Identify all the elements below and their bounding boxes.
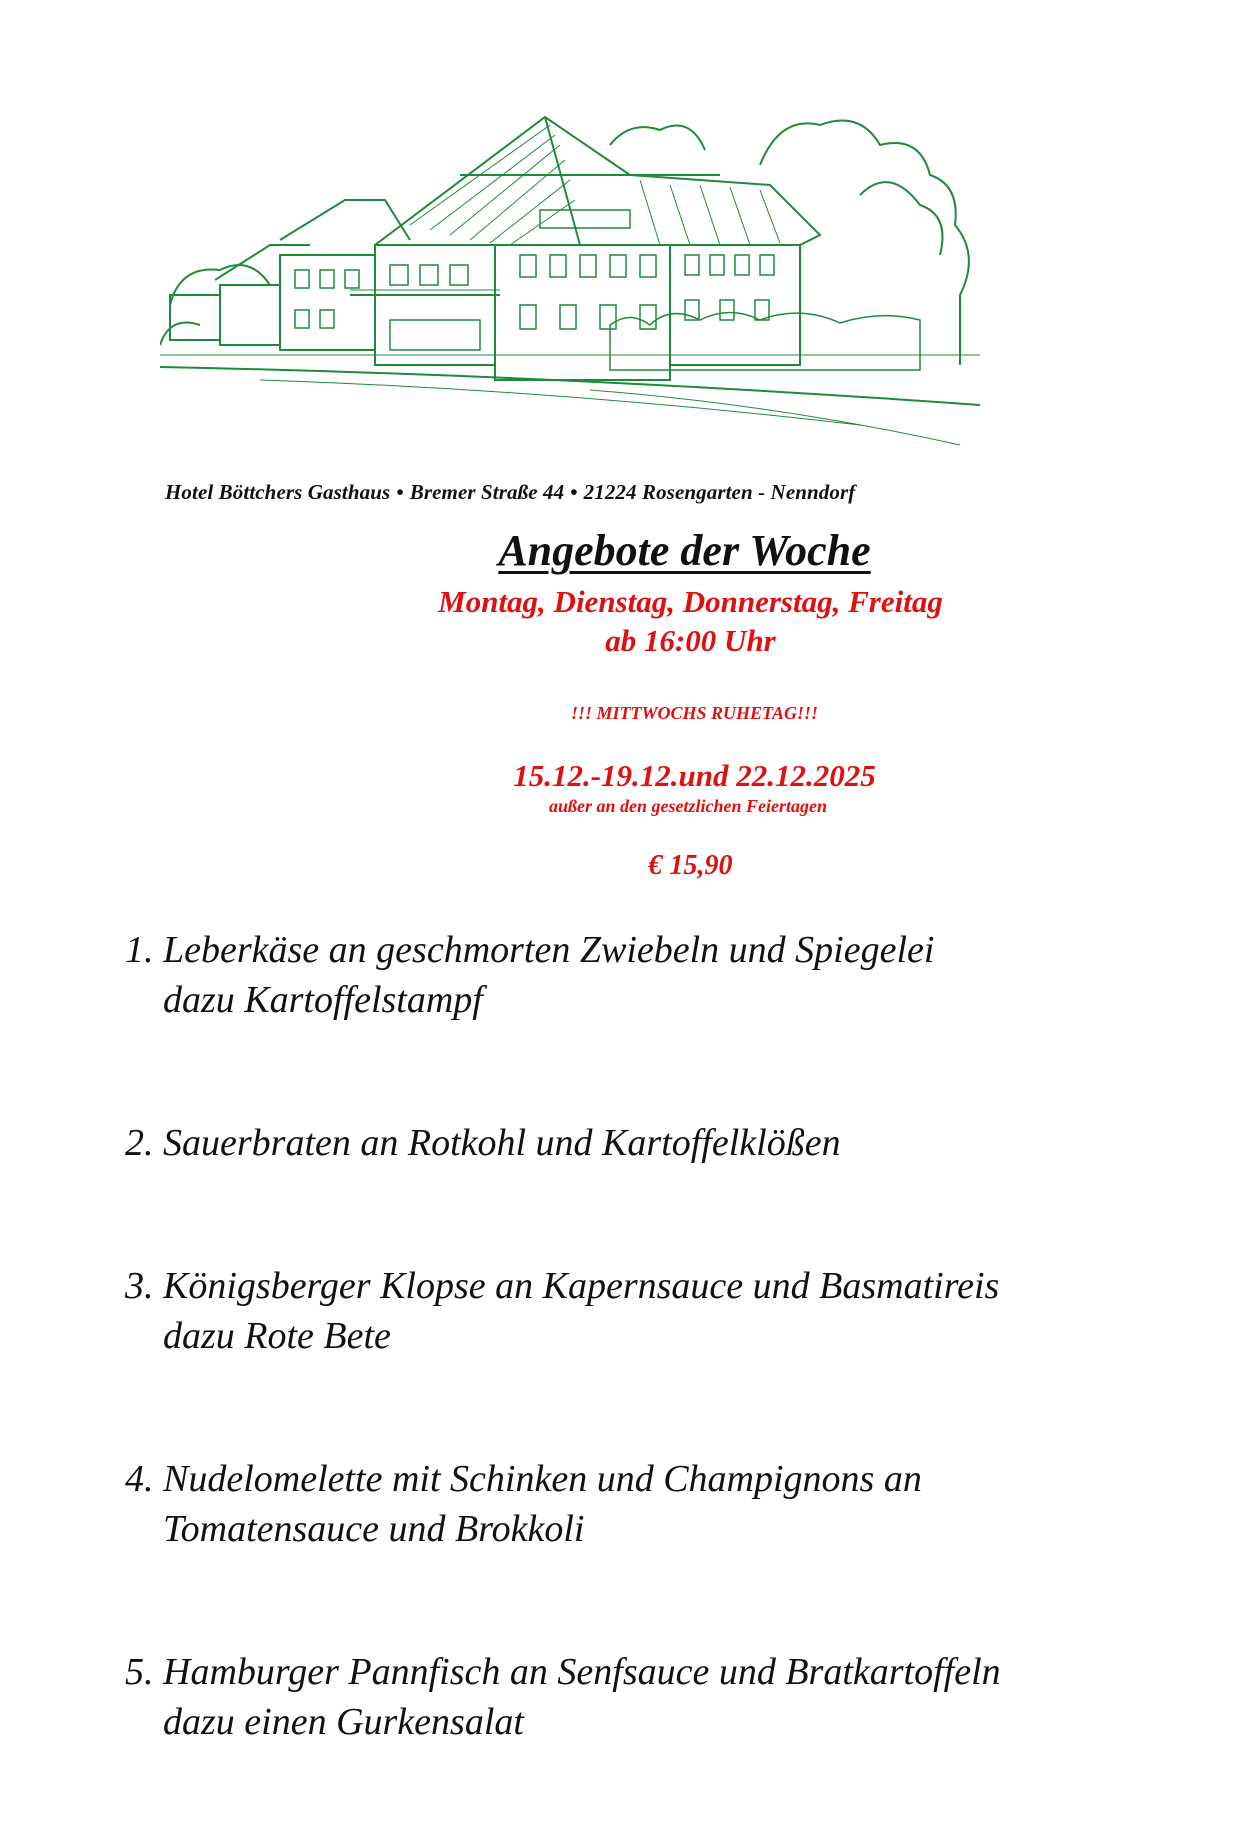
menu-item [125, 925, 1125, 1025]
menu-item-number: 3. [125, 1265, 154, 1307]
menu-item-line: dazu einen Gurkensalat [163, 1701, 524, 1743]
menu-item-number: 1. [125, 929, 154, 971]
menu-item-line: Sauerbraten an Rotkohl und Kartoffelklößen [163, 1122, 841, 1164]
offer-dates: 15.12.-19.12.und 22.12.2025 [513, 758, 876, 793]
menu-item [125, 1261, 1125, 1361]
menu-list [125, 925, 1125, 1840]
menu-item-line: Leberkäse an geschmorten Zwiebeln und Spiegelei [163, 929, 935, 971]
offer-days: Montag, Dienstag, Donnerstag, Freitag [438, 584, 943, 619]
headline [0, 525, 1241, 576]
menu-item-line: Königsberger Klopse an Kapernsauce und Basmatireis [163, 1265, 1000, 1307]
offer-time: ab 16:00 Uhr [605, 623, 776, 658]
hotel-name: Hotel Böttchers Gasthaus [165, 480, 391, 504]
menu-item [125, 1647, 1125, 1747]
menu-item [125, 1118, 1125, 1168]
street-address: Bremer Straße 44 [409, 480, 565, 504]
menu-item [125, 1454, 1125, 1554]
hotel-address-line [165, 480, 995, 505]
menu-item-number: 5. [125, 1651, 154, 1693]
offer-price: € 15,90 [648, 850, 733, 881]
hotel-building-illustration [160, 105, 980, 475]
menu-item-line: dazu Kartoffelstampf [163, 979, 483, 1021]
menu-item-line: Tomatensauce und Brokkoli [163, 1508, 585, 1550]
menu-item-number: 2. [125, 1122, 154, 1164]
menu-item-line: Nudelomelette mit Schinken und Champignons an [163, 1458, 922, 1500]
separator-dot: • [570, 480, 578, 504]
menu-item-line: Hamburger Pannfisch an Senfsauce und Bratkartoffeln [163, 1651, 1001, 1693]
page-title: Angebote der Woche [498, 526, 871, 575]
closed-day-notice: !!! MITTWOCHS RUHETAG!!! [570, 703, 819, 723]
separator-dot: • [396, 480, 404, 504]
holiday-note: außer an den gesetzlichen Feiertagen [549, 796, 827, 816]
city-address: 21224 Rosengarten - Nenndorf [583, 480, 856, 504]
menu-item-line: dazu Rote Bete [163, 1315, 391, 1357]
menu-item-number: 4. [125, 1458, 154, 1500]
